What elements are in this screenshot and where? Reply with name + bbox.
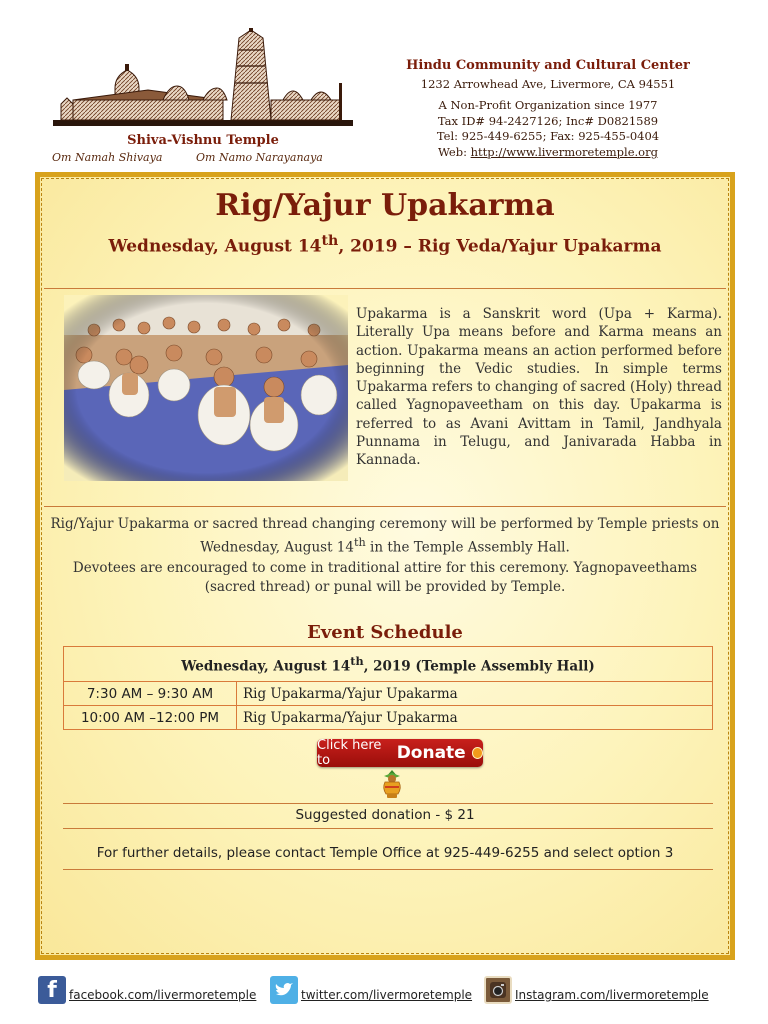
instagram-camera-icon[interactable]: [484, 976, 512, 1004]
announcement-text: Rig/Yajur Upakarma or sacred thread changing ceremony will be performed by Temple priests on Wednesday, August 14: [50, 516, 720, 555]
divider: [44, 506, 726, 507]
instagram-social: [484, 970, 709, 1004]
donate-button[interactable]: [317, 739, 483, 767]
event-subtitle: [40, 233, 730, 257]
kalash-icon: [378, 768, 406, 800]
schedule-header-cell: [64, 647, 713, 682]
nonprofit-line: A Non-Profit Organization since 1977: [438, 98, 658, 112]
ceremony-announcement: [48, 515, 722, 557]
schedule-header-row: [64, 647, 713, 682]
website-label: Web:: [438, 144, 467, 159]
instagram-link[interactable]: Instagram.com/livermoretemple: [515, 988, 709, 1002]
phone-fax-line: Tel: 925-449-6255; Fax: 925-455-0404: [436, 129, 660, 143]
attire-note: Devotees are encouraged to come in traditional attire for this ceremony. Yagnopaveethams (sacred thread) or punal will be provided by Temple.: [72, 560, 698, 595]
organization-name: Hindu Community and Cultural Center: [406, 58, 690, 73]
donate-label: Donate: [396, 743, 466, 763]
divider: [44, 288, 726, 289]
schedule-table: [63, 646, 713, 730]
facebook-icon[interactable]: f: [38, 976, 66, 1004]
announcement-rest: in the Temple Assembly Hall.: [365, 539, 570, 555]
schedule-date: Wednesday, August 14: [181, 658, 351, 675]
announcement-suffix: th: [353, 535, 366, 549]
organization-address: 1232 Arrowhead Ave, Livermore, CA 94551: [420, 76, 676, 91]
temple-logo: [53, 28, 353, 134]
suggested-donation: Suggested donation - $ 21: [295, 807, 475, 823]
event-flyer: [35, 172, 735, 960]
donate-prefix: Click here to: [317, 738, 382, 768]
event-title: Rig/Yajur Upakarma: [215, 188, 555, 223]
ceremony-photo: [64, 295, 348, 481]
upakarma-description: Upakarma is a Sanskrit word (Upa + Karma). Literally Upa means before and Karma means an action. Upakarma means an action performed before beginning the Vedic studies. In simple terms Upakarma refers to changing of sacred (Holy) thread called Yagnopaveetham on this day. Upakarma is referred to as Avani Avittam in Tamil, Jandhyala Punnama in Telugu, and Janivarada Habba in Kannada.: [356, 306, 722, 469]
divider: [63, 869, 713, 870]
twitter-social: [270, 970, 472, 1004]
mantra-shiva: Om Namah Shivaya: [52, 151, 163, 164]
twitter-bird-icon[interactable]: [270, 976, 298, 1004]
divider: [63, 828, 713, 829]
divider: [63, 803, 713, 804]
subtitle-rest: , 2019 – Rig Veda/Yajur Upakarma: [338, 236, 662, 257]
website-link[interactable]: http://www.livermoretemple.org: [470, 144, 658, 159]
tax-id-line: Tax ID# 94-2427126; Inc# D0821589: [437, 113, 659, 128]
schedule-event: Rig Upakarma/Yajur Upakarma: [237, 682, 713, 706]
facebook-link[interactable]: facebook.com/livermoretemple: [69, 988, 257, 1002]
twitter-link[interactable]: twitter.com/livermoretemple: [301, 988, 473, 1002]
facebook-social: [38, 970, 256, 1004]
schedule-heading: Event Schedule: [307, 622, 463, 643]
subtitle-suffix: th: [321, 233, 339, 249]
schedule-event: Rig Upakarma/Yajur Upakarma: [237, 706, 713, 730]
temple-name: Shiva-Vishnu Temple: [127, 133, 279, 148]
arrow-circle-icon: [472, 747, 483, 759]
subtitle-date: Wednesday, August 14: [108, 236, 322, 257]
website-line: [378, 145, 718, 161]
mantra-narayana: Om Namo Narayanaya: [196, 151, 323, 164]
schedule-row: [64, 682, 713, 706]
schedule-date-suffix: th: [350, 653, 364, 668]
organization-info: [378, 58, 718, 160]
schedule-row: [64, 706, 713, 730]
schedule-time: 7:30 AM – 9:30 AM: [64, 682, 237, 706]
contact-info: For further details, please contact Temple Office at 925-449-6255 and select option 3: [96, 845, 674, 861]
schedule-location: , 2019 (Temple Assembly Hall): [363, 658, 595, 675]
schedule-time: 10:00 AM –12:00 PM: [64, 706, 237, 730]
